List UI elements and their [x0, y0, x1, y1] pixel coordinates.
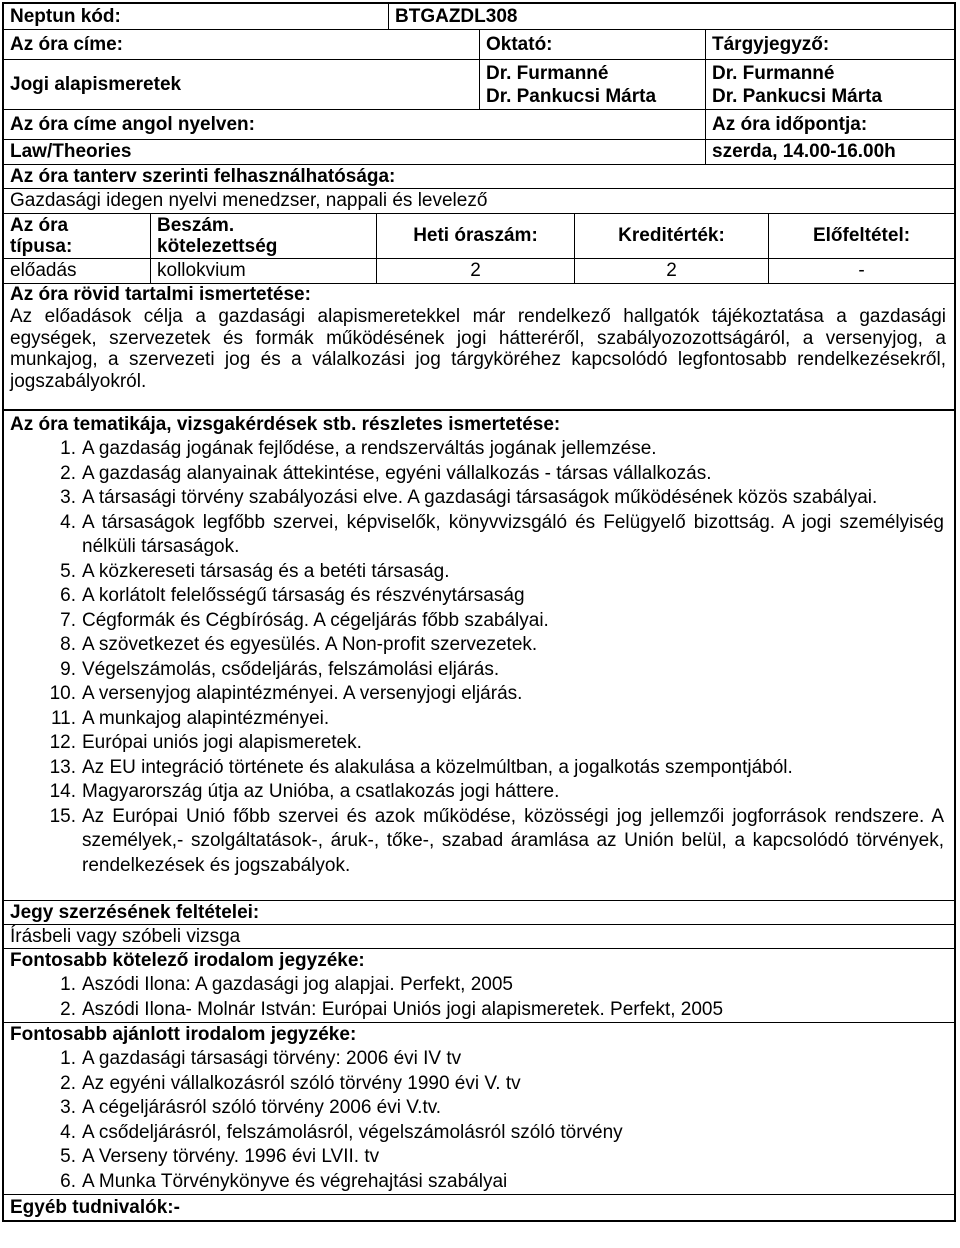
usability-header-row	[2, 165, 956, 189]
recommended-literature-item-text: A Verseny törvény. 1996 évi LVII. tv	[82, 1146, 380, 1167]
teacher-name	[479, 60, 705, 109]
record-label: Tárgyjegyző:	[705, 30, 954, 59]
neptun-row	[2, 2, 956, 30]
topic-item	[10, 609, 948, 634]
type-col-line1: Az óra	[10, 215, 69, 236]
topic-item-text: Cégformák és Cégbíróság. A cégeljárás főbb szabályai.	[82, 609, 549, 631]
required-literature-list	[10, 973, 948, 1022]
topic-item-number: 5.	[60, 560, 76, 582]
recommended-literature-item	[10, 1072, 948, 1097]
topic-item	[10, 731, 948, 756]
grading-header-row	[2, 901, 956, 925]
required-literature-label: Fontosabb kötelező irodalom jegyzéke:	[10, 950, 365, 971]
recommended-literature-item-number: 6.	[60, 1170, 76, 1192]
topic-item-text: A versenyjog alapintézményei. A versenyjogi eljárás.	[82, 683, 523, 704]
title-header-row	[2, 30, 956, 60]
topic-item	[10, 682, 948, 707]
recommended-literature-list	[10, 1047, 948, 1194]
course-time: szerda, 14.00-16.00h	[705, 140, 954, 164]
required-literature-item-text: Aszódi Ilona- Molnár István: Európai Uniós jogi alapismeretek. Perfekt, 2005	[82, 998, 724, 1020]
assessment-col-label	[150, 214, 376, 258]
course-type: előadás	[10, 260, 77, 281]
topic-item	[10, 805, 948, 879]
recommended-literature-item-text: A cégeljárásról szóló törvény 2006 évi V.tv.	[82, 1097, 442, 1118]
record-keeper-line1: Dr. Furmanné	[712, 62, 835, 84]
neptun-code: BTGAZDL308	[388, 4, 954, 29]
english-header-row	[2, 110, 956, 140]
usability-value-row	[2, 189, 956, 214]
recommended-literature-item-text: A gazdasági társasági törvény: 2006 évi IV tv	[82, 1048, 462, 1069]
recommended-literature-item-number: 4.	[60, 1121, 76, 1143]
topic-item-number: 13.	[49, 756, 76, 778]
topic-item-number: 1.	[60, 438, 76, 459]
recommended-literature-item	[10, 1096, 948, 1121]
recommended-literature-item	[10, 1047, 948, 1072]
topic-item	[10, 486, 948, 511]
topics-label: Az óra tematikája, vizsgakérdések stb. részletes ismertetése:	[10, 414, 561, 435]
prerequisite-label: Előfeltétel:	[768, 214, 954, 258]
topic-item-text: Az EU integráció története és alakulása a közelmúltban, a jogalkotás szempontjából.	[82, 756, 793, 778]
topic-item-number: 6.	[60, 585, 76, 606]
course-datasheet	[2, 2, 956, 1222]
recommended-literature-item-text: A csődeljárásról, felszámolásról, végelszámolásról szóló törvény	[82, 1121, 623, 1143]
other-info-label: Egyéb tudnivalók:-	[10, 1196, 180, 1218]
topic-item	[10, 707, 948, 732]
teacher-name-line1: Dr. Furmanné	[486, 62, 609, 84]
other-info-row	[2, 1195, 956, 1222]
required-literature-item-number: 1.	[60, 974, 76, 995]
teacher-label: Oktató:	[479, 30, 705, 59]
topic-item-text: A gazdaság jogának fejlődése, a rendszerváltás jogának jellemzése.	[82, 438, 657, 459]
topic-item-text: A gazdaság alanyainak áttekintése, egyéni vállalkozás - társas vállalkozás.	[82, 462, 712, 484]
topic-item	[10, 462, 948, 487]
required-literature-item-text: Aszódi Ilona: A gazdasági jog alapjai. Perfekt, 2005	[82, 974, 513, 995]
assessment-col-line1: Beszám.	[157, 215, 235, 236]
topic-item-text: A munkajog alapintézményei.	[82, 707, 330, 729]
required-literature-item	[10, 973, 948, 998]
topic-item-text: Végelszámolás, csődeljárás, felszámolási eljárás.	[82, 658, 500, 680]
type-header-row	[2, 214, 956, 259]
english-title-label: Az óra címe angol nyelven:	[10, 113, 255, 135]
topics-block	[4, 411, 954, 878]
grading-value-row	[2, 925, 956, 949]
required-literature-block	[4, 949, 954, 1022]
usability-value: Gazdasági idegen nyelvi menedzser, nappali és levelező	[10, 190, 488, 211]
topics-section	[2, 411, 956, 901]
teacher-name-line2: Dr. Pankucsi Márta	[486, 85, 657, 107]
topic-item-text: A korlátolt felelősségű társaság és részvénytársaság	[82, 585, 525, 606]
summary-block	[4, 284, 954, 392]
summary-text: Az előadások célja a gazdasági alapismeretekkel már rendelkező hallgatók tájékoztatása a gazdasági egységek, szervezetek és formák működésének jogi hátteréről, szabályozozottságáról, a versenyjog, a munkajog, a szervezeti jog és a válalkozási jog tárgyköréhez kapcsolódó legfontosabb rendelkezésekről, jogszabályokról.	[10, 306, 946, 392]
topic-item-number: 2.	[60, 462, 76, 484]
english-value-row	[2, 140, 956, 165]
recommended-literature-item-number: 2.	[60, 1072, 76, 1094]
topic-item-number: 14.	[49, 781, 76, 802]
topic-item-number: 11.	[50, 707, 76, 729]
credit-label: Kreditérték:	[574, 214, 768, 258]
required-literature-item-number: 2.	[60, 998, 76, 1020]
topics-list	[10, 437, 948, 878]
english-title: Law/Theories	[10, 141, 132, 162]
title-value-row	[2, 60, 956, 110]
topic-item-number: 3.	[60, 487, 76, 508]
topic-item	[10, 437, 948, 462]
recommended-literature-item-number: 1.	[60, 1048, 76, 1069]
recommended-literature-item-number: 3.	[60, 1097, 76, 1118]
time-label: Az óra időpontja:	[705, 110, 954, 139]
topic-item-text: A szövetkezet és egyesülés. A Non-profit szervezetek.	[82, 634, 538, 655]
recommended-literature-item	[10, 1170, 948, 1195]
topic-item	[10, 756, 948, 781]
topic-item	[10, 560, 948, 585]
neptun-label: Neptun kód:	[10, 5, 121, 27]
topic-item-number: 15.	[49, 805, 76, 827]
recommended-literature-block	[4, 1023, 954, 1194]
topic-item-number: 8.	[60, 634, 76, 655]
topic-item-text: A társaságok legfőbb szervei, képviselők, könyvvizsgáló és Felügyelő bizottság. A jogi személyiség nélküli társaságok.	[82, 511, 944, 557]
required-literature-section	[2, 949, 956, 1023]
topic-item-text: A társasági törvény szabályozási elve. A gazdasági társaságok működésének közös szabályai.	[82, 487, 878, 508]
usability-label: Az óra tanterv szerinti felhasználhatósága:	[10, 165, 396, 187]
recommended-literature-item-number: 5.	[60, 1146, 76, 1167]
weekly-hours: 2	[376, 259, 574, 283]
topic-item-number: 4.	[60, 511, 76, 533]
required-literature-item	[10, 998, 948, 1023]
assessment-type: kollokvium	[150, 259, 376, 283]
topic-item	[10, 658, 948, 683]
recommended-literature-item-text: A Munka Törvénykönyve és végrehajtási szabályai	[82, 1170, 508, 1192]
course-title: Jogi alapismeretek	[10, 73, 182, 95]
title-label: Az óra címe:	[10, 33, 123, 55]
assessment-col-line2: kötelezettség	[157, 236, 278, 257]
topic-item-number: 7.	[60, 609, 76, 631]
type-col-line2: típusa:	[10, 236, 73, 257]
recommended-literature-section	[2, 1023, 956, 1195]
summary-section	[2, 284, 956, 411]
topic-item-text: A közkereseti társaság és a betéti társaság.	[82, 560, 450, 582]
recommended-literature-label: Fontosabb ajánlott irodalom jegyzéke:	[10, 1024, 357, 1045]
topic-item	[10, 511, 948, 560]
topic-item	[10, 780, 948, 805]
topic-item-text: Magyarország útja az Unióba, a csatlakozás jogi háttere.	[82, 781, 560, 802]
topic-item-text: Európai uniós jogi alapismeretek.	[82, 732, 362, 753]
recommended-literature-item	[10, 1145, 948, 1170]
topic-item-number: 12.	[49, 732, 76, 753]
summary-label: Az óra rövid tartalmi ismertetése:	[10, 284, 311, 305]
prerequisite-value: -	[768, 259, 954, 283]
grading-label: Jegy szerzésének feltételei:	[10, 901, 260, 923]
record-keeper-line2: Dr. Pankucsi Márta	[712, 85, 883, 107]
recommended-literature-item	[10, 1121, 948, 1146]
grading-value: Írásbeli vagy szóbeli vizsga	[10, 925, 241, 947]
recommended-literature-item-text: Az egyéni vállalkozásról szóló törvény 1990 évi V. tv	[82, 1072, 521, 1094]
type-col-label	[4, 214, 150, 258]
topic-item-number: 9.	[60, 658, 76, 680]
credit-value: 2	[574, 259, 768, 283]
topic-item-text: Az Európai Unió főbb szervei és azok működése, közösségi jog jellemzői jogforrások rendszere. A személyek,- szolgáltatások-, áruk-, tőke-, szabad áramlása az Unión belül, a kapcsolódó törvények, rendelkezések és jogszabályok.	[82, 805, 944, 876]
topic-item	[10, 633, 948, 658]
type-value-row	[2, 259, 956, 284]
topic-item-number: 10.	[49, 683, 76, 704]
record-keeper-name	[705, 60, 954, 109]
topic-item	[10, 584, 948, 609]
weekly-hours-label: Heti óraszám:	[376, 214, 574, 258]
